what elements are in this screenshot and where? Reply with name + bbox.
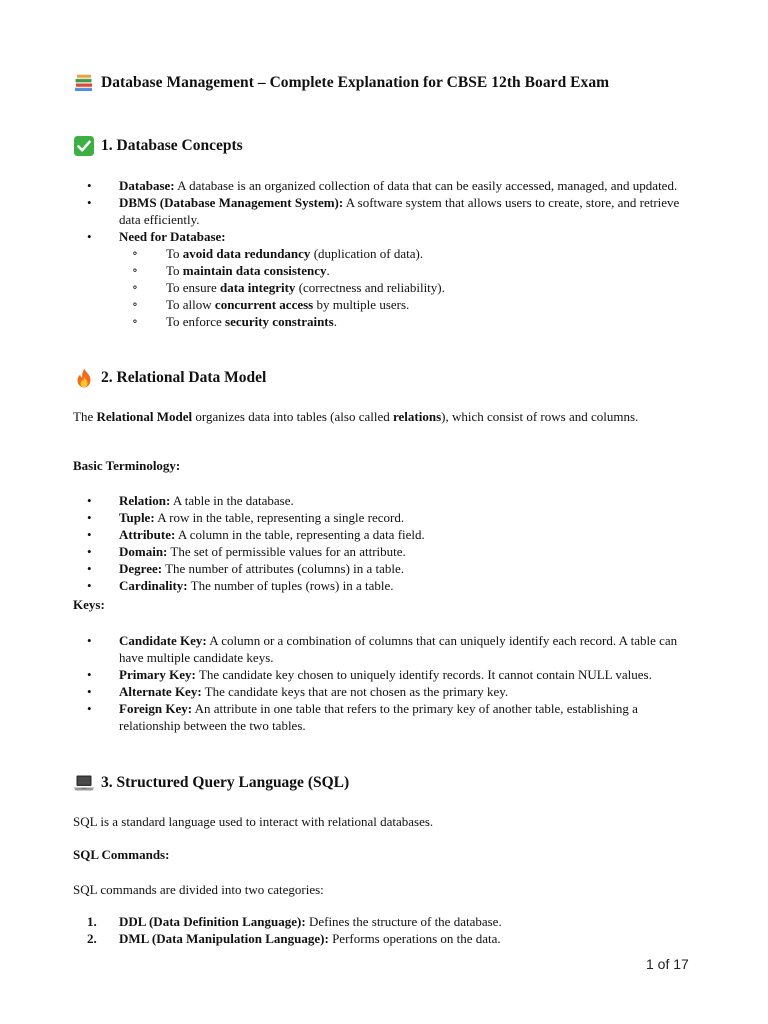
definition: A database is an organized collection of data that can be easily accessed, managed, and updated. <box>174 178 678 193</box>
section-heading-text: 3. Structured Query Language (SQL) <box>101 774 350 791</box>
term: DML (Data Manipulation Language): <box>119 931 329 946</box>
term: Alternate Key: <box>119 684 202 699</box>
definition: A row in the table, representing a single record. <box>154 510 405 525</box>
need-for-database-list <box>119 245 693 330</box>
emphasis: Relational Model <box>96 409 193 424</box>
keys-list <box>73 632 693 734</box>
definition: The number of attributes (columns) in a table. <box>162 561 405 576</box>
text: To allow <box>166 297 215 312</box>
term: DDL (Data Definition Language): <box>119 914 306 929</box>
list-item <box>73 228 693 330</box>
definition: Performs operations on the data. <box>328 931 501 946</box>
page-indicator: 1 of 17 <box>646 956 689 972</box>
list-item <box>73 683 693 700</box>
section-heading-relational-data-model <box>73 367 713 389</box>
list-item <box>73 509 693 526</box>
term: DBMS (Database Management System): <box>119 195 344 210</box>
definition: A software system that allows users to create, store, and retrieve data efficiently. <box>119 195 680 227</box>
list-item <box>73 560 693 577</box>
numbered-item <box>73 930 693 947</box>
sql-categories-intro: SQL commands are divided into two categories: <box>73 882 324 897</box>
terminology-list <box>73 492 693 594</box>
list-item <box>73 577 693 594</box>
sql-intro: SQL is a standard language used to interact with relational databases. <box>73 814 434 829</box>
definition: A column or a combination of columns that can uniquely identify each record. A table can have multiple candidate keys. <box>119 633 678 665</box>
relational-model-intro <box>73 408 703 425</box>
term: Candidate Key: <box>119 633 207 648</box>
text: . <box>333 314 337 329</box>
list-item <box>73 632 693 666</box>
check-mark-button-icon <box>73 135 95 157</box>
books-icon <box>73 72 95 94</box>
definition: A table in the database. <box>170 493 294 508</box>
emphasis: relations <box>392 409 442 424</box>
keys-label: Keys: <box>73 597 105 612</box>
list-item <box>73 666 693 683</box>
sql-categories-list <box>73 913 693 947</box>
emphasis: maintain data consistency <box>182 263 327 278</box>
text: (correctness and reliability). <box>295 280 445 295</box>
text: To <box>166 263 183 278</box>
text: (duplication of data). <box>310 246 424 261</box>
term: Relation: <box>119 493 171 508</box>
definition: An attribute in one table that refers to the primary key of another table, establishing a relationship between the two tables. <box>119 701 638 733</box>
definition: The candidate keys that are not chosen as the primary key. <box>201 684 509 699</box>
text: by multiple users. <box>313 297 410 312</box>
list-item <box>73 194 693 228</box>
term: Attribute: <box>119 527 176 542</box>
text: To ensure <box>166 280 220 295</box>
definition: A column in the table, representing a data field. <box>175 527 425 542</box>
definition: The number of tuples (rows) in a table. <box>187 578 394 593</box>
emphasis: security constraints <box>225 314 334 329</box>
definition: Defines the structure of the database. <box>305 914 502 929</box>
term: Tuple: <box>119 510 155 525</box>
fire-icon <box>73 367 95 389</box>
item-number: 2. <box>87 931 97 946</box>
term: Cardinality: <box>119 578 188 593</box>
section-heading-sql <box>73 772 713 794</box>
document-title-text: Database Management – Complete Explanation for CBSE 12th Board Exam <box>101 74 610 91</box>
term: Domain: <box>119 544 168 559</box>
sql-commands-label: SQL Commands: <box>73 847 170 862</box>
term: Degree: <box>119 561 163 576</box>
text: The <box>73 409 97 424</box>
sub-list-item <box>119 296 693 313</box>
term: Database: <box>119 178 175 193</box>
text: To <box>166 246 183 261</box>
document-title <box>73 72 733 94</box>
list-item <box>73 177 693 194</box>
emphasis: avoid data redundancy <box>182 246 311 261</box>
term: Foreign Key: <box>119 701 193 716</box>
text: organizes data into tables (also called <box>192 409 393 424</box>
definition: The candidate key chosen to uniquely identify records. It cannot contain NULL values. <box>195 667 652 682</box>
laptop-icon <box>73 772 95 794</box>
sub-list-item <box>119 245 693 262</box>
sub-list-item <box>119 279 693 296</box>
section-heading-text: 1. Database Concepts <box>101 137 243 154</box>
definition: The set of permissible values for an attribute. <box>167 544 406 559</box>
list-item <box>73 700 693 734</box>
emphasis: concurrent access <box>214 297 314 312</box>
sub-list-item <box>119 313 693 330</box>
numbered-item <box>73 913 693 930</box>
emphasis: data integrity <box>219 280 296 295</box>
text: ), which consist of rows and columns. <box>441 409 639 424</box>
item-number: 1. <box>87 914 97 929</box>
list-item <box>73 526 693 543</box>
text: . <box>326 263 330 278</box>
database-concepts-list <box>73 177 693 330</box>
term: Primary Key: <box>119 667 196 682</box>
text: To enforce <box>166 314 226 329</box>
basic-terminology-label: Basic Terminology: <box>73 458 181 473</box>
section-heading-database-concepts <box>73 135 713 157</box>
term: Need for Database: <box>119 229 226 244</box>
list-item <box>73 543 693 560</box>
list-item <box>73 492 693 509</box>
section-heading-text: 2. Relational Data Model <box>101 369 267 386</box>
sub-list-item <box>119 262 693 279</box>
